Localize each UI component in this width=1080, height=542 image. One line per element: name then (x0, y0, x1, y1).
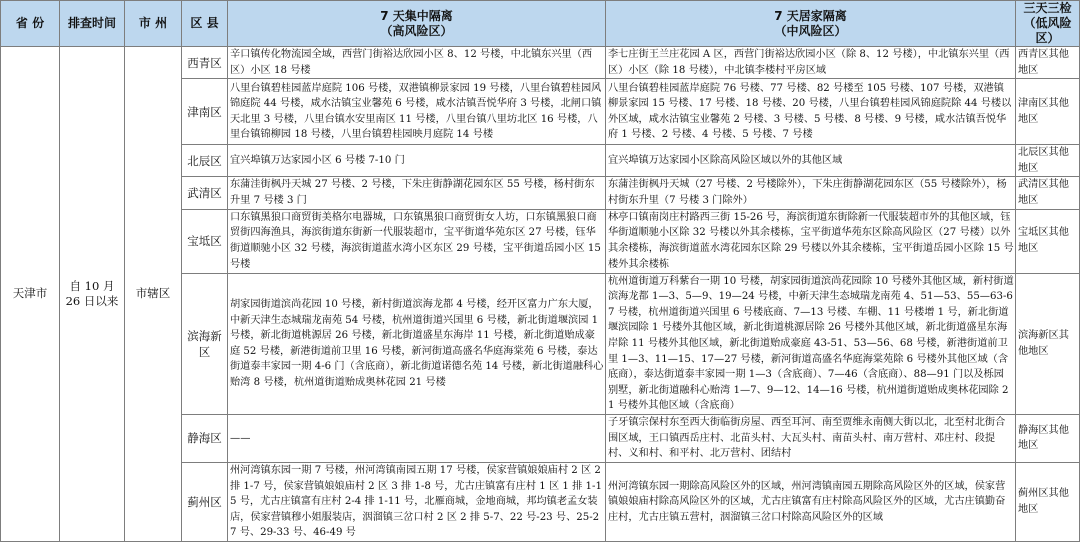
low-risk-cell: 北辰区其他地区 (1016, 145, 1080, 177)
header-district: 区 县 (182, 1, 228, 47)
mid-risk-cell: 林亭口镇南岗庄村路西三街 15-26 号，海滨街道东街除新一代服装超市外的其他区域，钰华街道顺驰小区除 32 号楼以外其余楼栋，宝平街道华苑东区除高风险区（27 号楼）以外其余楼栋，海滨街道蓝水湾花园东区除 29 号楼以外其余楼栋，宝平街道岳园小区除 15 号楼外其余楼栋 (606, 209, 1016, 273)
header-city: 市 州 (125, 1, 182, 47)
district-cell: 津南区 (182, 79, 228, 145)
city-cell: 市辖区 (125, 47, 182, 542)
low-risk-cell: 武清区其他地区 (1016, 177, 1080, 209)
low-risk-cell: 蓟州区其他地区 (1016, 462, 1080, 541)
mid-risk-cell: 杭州道街道万科紫台一期 10 号楼，胡家园街道滨尚花园除 10 号楼外其他区域，新村街道滨海龙都 1—3、5—9、19—24 号楼，中新天津生态城瑞龙南苑 4、51—53、55—63-67 号楼，杭州道街道兴国里 6 号楼底商、7—13 号楼、车棚、11 号楼增 1 号，新北街道堰滨园除 1 号楼外其他区域，新北街道桃源居除 26 号楼外其他区域，新北街道盛星东海岸除 11 号楼外其他区域，新北街道贻成豪庭 43-51、53—56、68 号楼，新港街道前卫里 1—3、11—15、17—27 号楼，新河街道高盛名华庭海棠苑除 6 号楼外其他区域（含底商），泰达街道泰丰家园一期 1—3（含底商）、7—46（含底商）、88—91 门以及栎园别墅，新北街道融科心贻湾 1—7、9—12、14—16 号楼，杭州道街道贻成奥林花园除 21 号楼外其他区域（含底商） (606, 273, 1016, 414)
high-risk-cell: —— (228, 414, 606, 462)
mid-risk-cell: 李七庄街王兰庄花园 A 区，西营门街裕达欣园小区（除 8、12 号楼），中北镇东兴里（西区）小区（除 18 号楼），中北镇李楼村平房区域 (606, 47, 1016, 79)
low-risk-cell: 津南区其他地区 (1016, 79, 1080, 145)
mid-risk-cell: 子牙镇宗保村东至西大街临街房屋、西至耳河、南至贾维永南侧大街以北，北至村北街合围区域，王口镇西岳庄村、北苗头村、大瓦头村、南苗头村、南万营村、邓庄村、段提村、义和村、和平村、北万营村、团结村 (606, 414, 1016, 462)
low-risk-cell: 西青区其他地区 (1016, 47, 1080, 79)
high-risk-cell: 辛口镇传化物流园全域，西营门街裕达欣园小区 8、12 号楼，中北镇东兴里（西区）小区 18 号楼 (228, 47, 606, 79)
district-cell: 北辰区 (182, 145, 228, 177)
header-high-risk: 7 天集中隔离 （高风险区） (228, 1, 606, 47)
district-cell: 蓟州区 (182, 462, 228, 541)
district-cell: 滨海新区 (182, 273, 228, 414)
header-date: 排查时间 (60, 1, 125, 47)
high-risk-cell: 八里台镇碧桂园蓝岸庭院 106 号楼，双港镇柳景家园 19 号楼，八里台镇碧桂园风锦庭院 44 号楼，咸水沽镇宝业馨苑 6 号楼，咸水沽镇吾悦华府 3 号楼，北闸口镇天北里 3 号楼，八里台镇水安里南区 11 号楼，八里台镇八里坊北区 16 号楼，八里台镇锦柳园 18 号楼，八里台镇碧桂园映月庭院 14 号楼 (228, 79, 606, 145)
table-row (1, 47, 1080, 79)
district-cell: 西青区 (182, 47, 228, 79)
high-risk-cell: 宜兴埠镇万达家园小区 6 号楼 7-10 门 (228, 145, 606, 177)
header-row (1, 1, 1080, 47)
date-cell: 自 10 月 26 日以来 (60, 47, 125, 542)
mid-risk-cell: 州河湾镇东园一期除高风险区外的区域，州河湾镇南园五期除高风险区外的区域，侯家营镇娘娘庙村除高风险区外的区域，尤古庄镇富有庄村除高风险区外的区域，尤古庄镇勤奋庄村，尤古庄镇五营村，洇溜镇三岔口村除高风险区外的区域 (606, 462, 1016, 541)
low-risk-cell: 宝坻区其他地区 (1016, 209, 1080, 273)
district-cell: 武清区 (182, 177, 228, 209)
mid-risk-cell: 宜兴埠镇万达家园小区除高风险区域以外的其他区域 (606, 145, 1016, 177)
high-risk-cell: 东蒲洼街枫丹天城 27 号楼、2 号楼，下朱庄街静湖花园东区 55 号楼，杨村街东升里 7 号楼 3 门 (228, 177, 606, 209)
high-risk-cell: 口东镇黑狼口商贸街美格尔电器城，口东镇黑狼口商贸街女人坊，口东镇黑狼口商贸街四海渔具，海滨街道东街新一代服装超市，宝平街道华苑东区 27 号楼，钰华街道顺驰小区 32 号楼，海滨街道蓝水湾小区东区 29 号楼，宝平街道岳园小区 15 号楼 (228, 209, 606, 273)
header-low-risk: 三天三检 （低风险区） (1016, 1, 1080, 47)
header-province: 省 份 (1, 1, 60, 47)
header-mid-risk: 7 天居家隔离 （中风险区） (606, 1, 1016, 47)
province-cell: 天津市 (1, 47, 60, 542)
low-risk-cell: 静海区其他地区 (1016, 414, 1080, 462)
high-risk-cell: 州河湾镇东园一期 7 号楼，州河湾镇南园五期 17 号楼，侯家营镇娘娘庙村 2 区 2 排 1-7 号，侯家营镇娘娘庙村 2 区 3 排 1-8 号，尤古庄镇富有庄村 1 区 1 排 1-15 号，尤古庄镇富有庄村 2-4 排 1-11 号，北雁商城，金地商城，邦均镇老孟女装店，侯家营镇穆小姐服装店，洇溜镇三岔口村 2 区 2 排 5-7、22 号-23 号、25-27 号、29-33 号、46-49 号 (228, 462, 606, 541)
mid-risk-cell: 八里台镇碧桂园蓝岸庭院 76 号楼、77 号楼、82 号楼至 105 号楼、107 号楼，双港镇柳景家园 15 号楼、17 号楼、18 号楼、20 号楼，八里台镇碧桂园风锦庭院除 44 号楼以外区域，咸水沽镇宝业馨苑 2 号楼、3 号楼、5 号楼、8 号楼、9 号楼，咸水沽镇吾悦华府 1 号楼、2 号楼、4 号楼、5 号楼、7 号楼 (606, 79, 1016, 145)
low-risk-cell: 滨海新区其他地区 (1016, 273, 1080, 414)
district-cell: 静海区 (182, 414, 228, 462)
district-cell: 宝坻区 (182, 209, 228, 273)
high-risk-cell: 胡家园街道滨尚花园 10 号楼，新村街道滨海龙都 4 号楼，经开区富力广东大厦，中新天津生态城瑞龙南苑 54 号楼，杭州道街道兴国里 6 号楼，新北街道堰滨园 1 号楼，新北街道桃源居 26 号楼，新北街道盛星东海岸 11 号楼，新北街道贻成豪庭 52 号楼，新港街道前卫里 16 号楼，新河街道高盛名华庭海棠苑 6 号楼，泰达街道泰丰家园一期 4-6 门（含底商），新北街道诺德名苑 14 号楼，新北街道融科心贻湾 8 号楼，杭州道街道贻成奥林花园 21 号楼 (228, 273, 606, 414)
mid-risk-cell: 东蒲洼街枫丹天城（27 号楼、2 号楼除外），下朱庄街静湖花园东区（55 号楼除外），杨村街东升里（7 号楼 3 门除外） (606, 177, 1016, 209)
